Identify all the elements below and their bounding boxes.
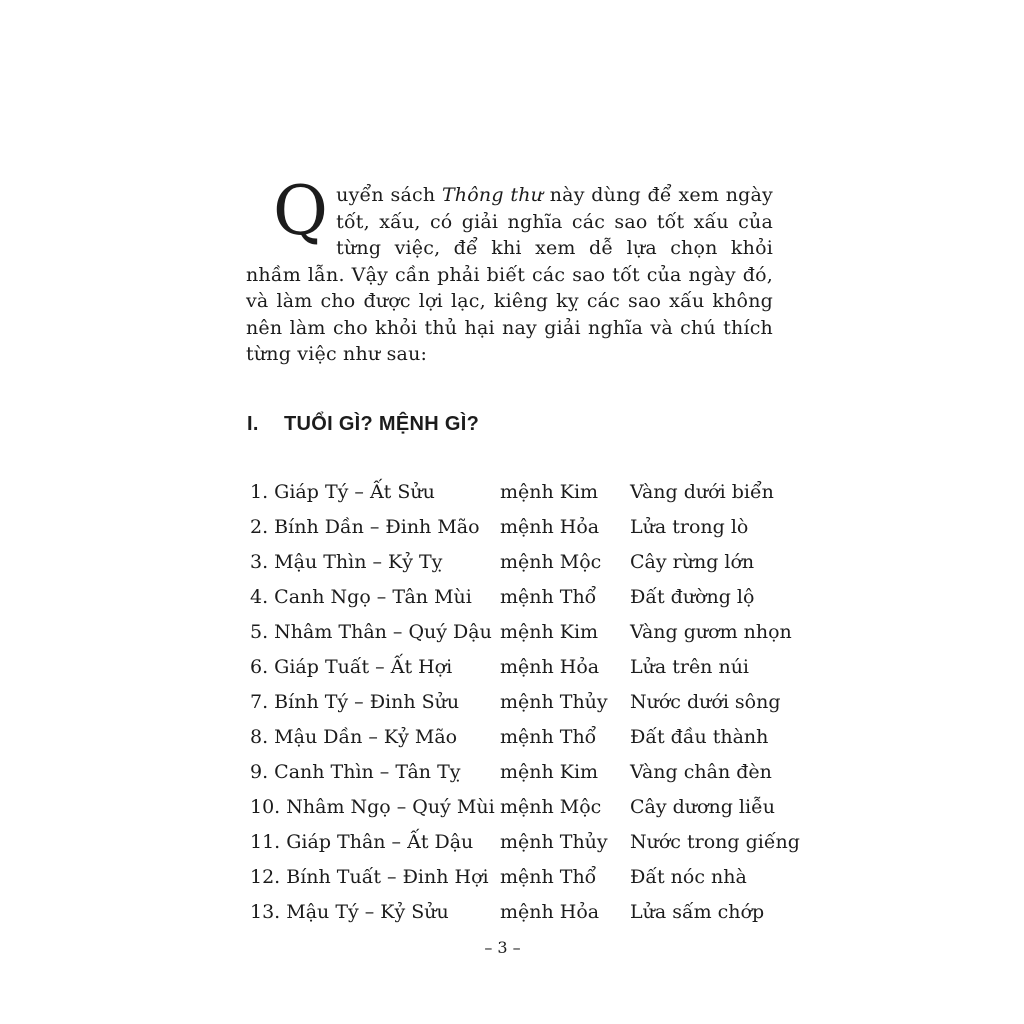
menh-cell: mệnh Kim [500,621,599,643]
pair-cell: 8. Mậu Dần – Kỷ Mão [250,726,458,748]
table-row [250,615,792,650]
menh-table [250,475,800,930]
table-row [250,650,774,685]
intro-text-before-italic: uyển sách [336,184,442,206]
desc-cell: Cây dương liễu [630,796,775,818]
desc-cell: Vàng chân đèn [630,761,772,783]
section-title: TUỔI GÌ? MỆNH GÌ? [284,412,480,435]
table-row [250,720,774,755]
table-row [250,475,774,510]
desc-cell: Đất đầu thành [630,726,769,748]
intro-paragraph [246,172,773,368]
pair-cell: 1. Giáp Tý – Ất Sửu [250,481,435,503]
desc-cell: Lửa trên núi [630,656,750,678]
pair-cell: 4. Canh Ngọ – Tân Mùi [250,586,472,608]
drop-cap: Q [273,172,329,250]
menh-cell: mệnh Hỏa [500,656,600,678]
intro-text-after-italic: này dùng để xem ngày tốt, xấu, có giải nghĩa các sao tốt xấu của từng việc, để khi xem dễ lựa chọn khỏi nhầm lẫn. Vậy cần phải biết các sao tốt của ngày đó, và làm cho được lợi lạc, kiêng kỵ các sao xấu không nên làm cho khỏi thủ hại nay giải nghĩa và chú thích từng việc như sau: [246,184,773,365]
desc-cell: Cây rừng lớn [630,551,755,573]
table-row [250,825,800,860]
table-row [250,580,774,615]
section-numeral: I. [247,412,259,435]
menh-cell: mệnh Thổ [500,586,597,608]
menh-cell: mệnh Thủy [500,691,608,713]
menh-cell: mệnh Hỏa [500,901,600,923]
desc-cell: Nước dưới sông [630,691,781,713]
menh-cell: mệnh Thủy [500,831,608,853]
table-row [250,895,774,930]
desc-cell: Lửa sấm chớp [630,901,765,923]
menh-cell: mệnh Kim [500,761,599,783]
pair-cell: 12. Bính Tuất – Đinh Hợi [250,866,489,888]
menh-cell: mệnh Kim [500,481,599,503]
table-row [250,685,781,720]
menh-cell: mệnh Thổ [500,726,597,748]
pair-cell: 9. Canh Thìn – Tân Tỵ [250,761,461,783]
desc-cell: Đất nóc nhà [630,866,747,888]
desc-cell: Lửa trong lò [630,516,749,538]
pair-cell: 6. Giáp Tuất – Ất Hợi [250,656,453,678]
desc-cell: Đất đường lộ [630,586,755,608]
menh-cell: mệnh Hỏa [500,516,600,538]
pair-cell: 10. Nhâm Ngọ – Quý Mùi [250,796,495,818]
desc-cell: Vàng dưới biển [630,481,774,503]
menh-cell: mệnh Mộc [500,551,602,573]
pair-cell: 7. Bính Tý – Đinh Sửu [250,691,460,713]
table-row [250,860,774,895]
desc-cell: Vàng gươm nhọn [630,621,792,643]
desc-cell: Nước trong giếng [630,831,800,853]
section-heading [247,413,479,436]
table-row [250,510,774,545]
book-title-italic: Thông thư [441,184,544,206]
table-row [250,755,774,790]
table-row [250,790,774,825]
pair-cell: 5. Nhâm Thân – Quý Dậu [250,621,492,643]
pair-cell: 13. Mậu Tý – Kỷ Sửu [250,901,449,923]
table-row [250,545,774,580]
pair-cell: 2. Bính Dần – Đinh Mão [250,516,480,538]
menh-cell: mệnh Mộc [500,796,602,818]
page-number: – 3 – [484,938,521,957]
pair-cell: 3. Mậu Thìn – Kỷ Tỵ [250,551,443,573]
menh-cell: mệnh Thổ [500,866,597,888]
pair-cell: 11. Giáp Thân – Ất Dậu [250,831,474,853]
